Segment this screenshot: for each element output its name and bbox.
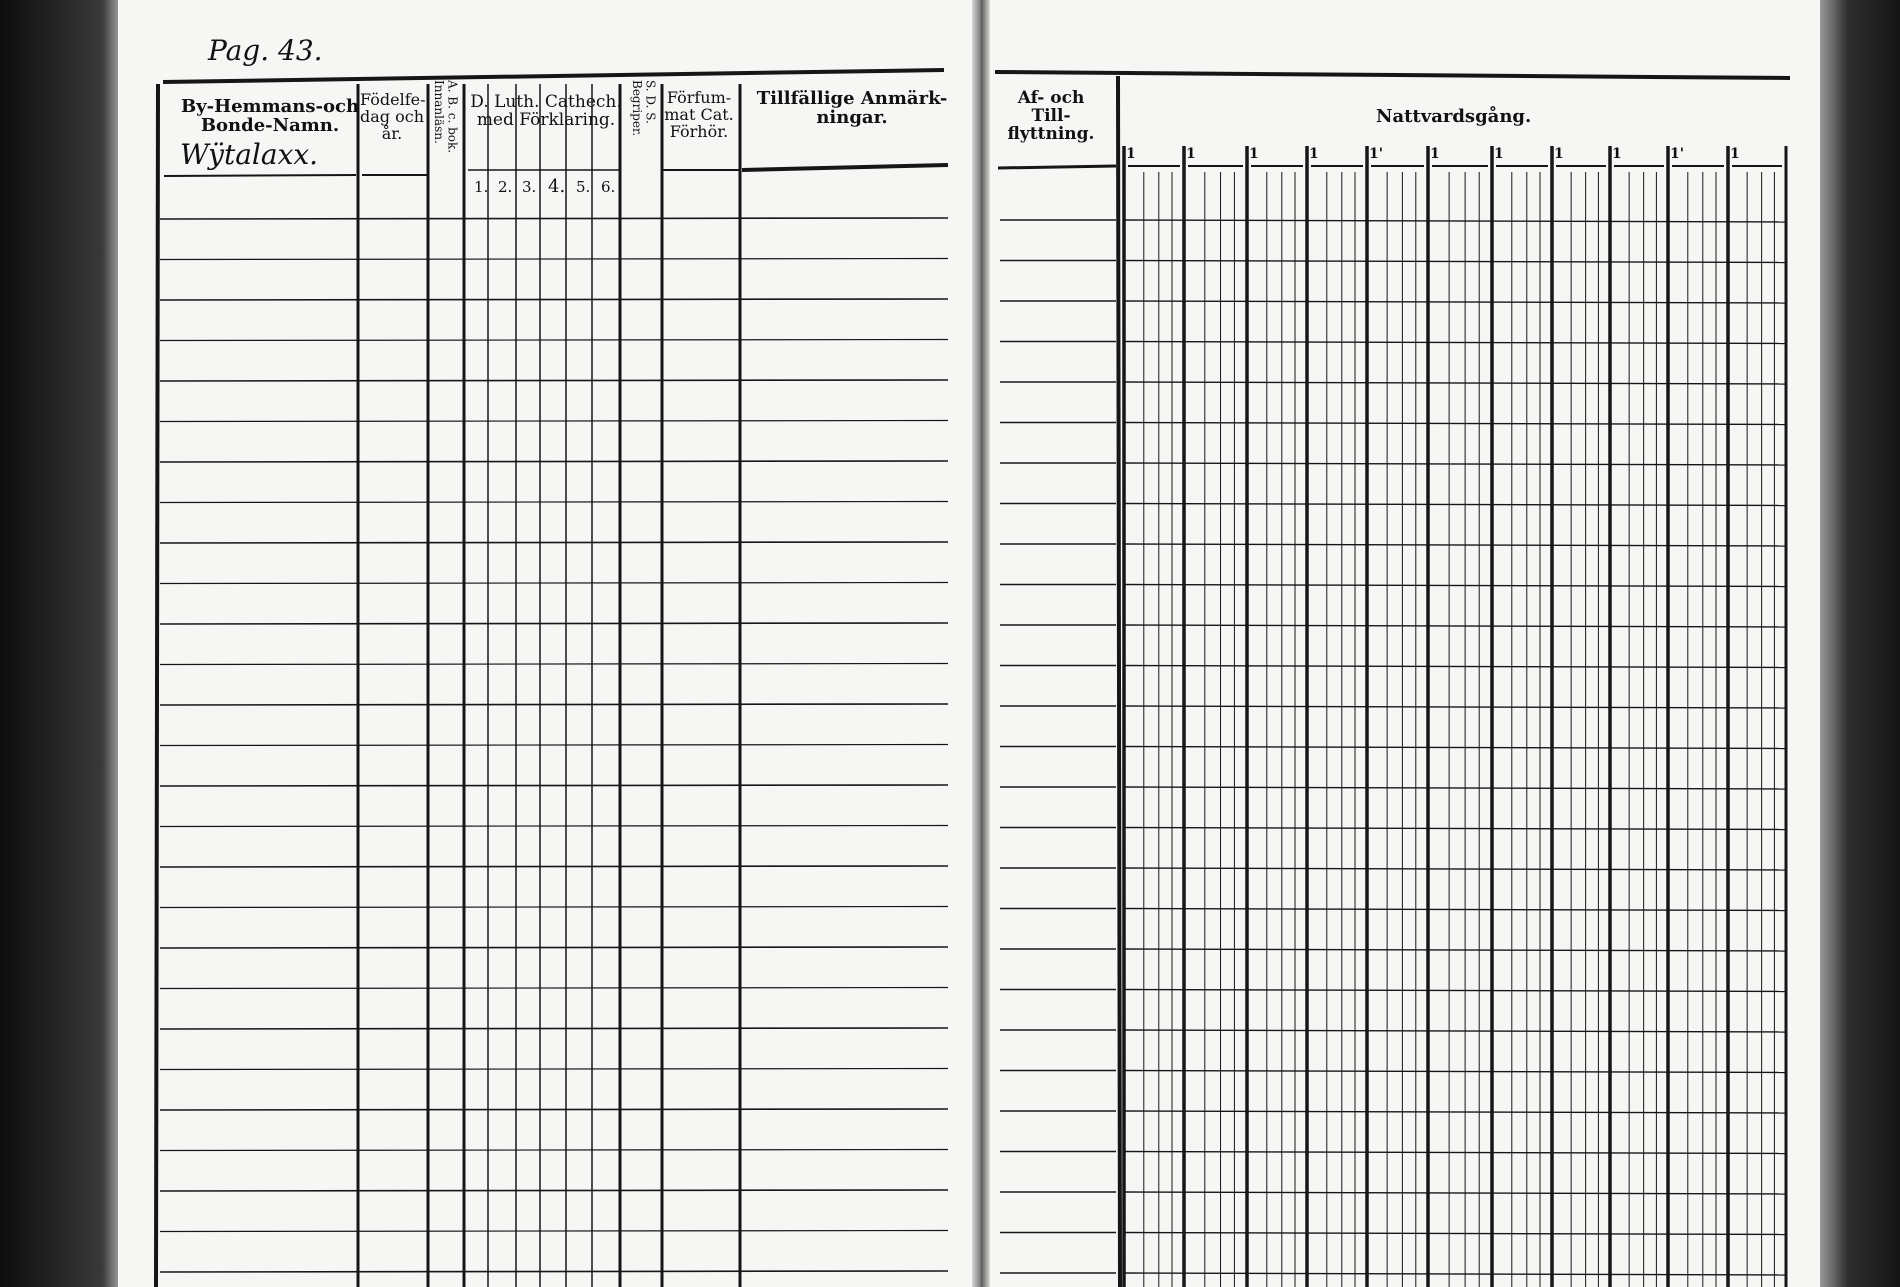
left-row-rule bbox=[160, 259, 948, 260]
right-row-rule bbox=[1124, 261, 1786, 263]
right-row-rule bbox=[1124, 1030, 1786, 1032]
left-column-rule bbox=[156, 84, 158, 1287]
right-row-rule bbox=[1124, 1192, 1786, 1194]
right-row-rule bbox=[1124, 382, 1786, 384]
left-row-rule bbox=[160, 1271, 948, 1272]
left-top-rule bbox=[163, 70, 944, 82]
year-mark: 1 bbox=[1186, 146, 1196, 162]
right-row-rule bbox=[1124, 828, 1786, 830]
header-moving: Af- och Till- flyttning. bbox=[1007, 88, 1095, 144]
luther-col-1: 1. bbox=[474, 178, 489, 196]
right-row-rule bbox=[1124, 787, 1786, 789]
left-header-rule bbox=[742, 165, 948, 170]
header-sds: S. D. S. Begriper. bbox=[630, 80, 658, 137]
left-row-rule bbox=[160, 1109, 948, 1110]
right-row-rule bbox=[1124, 625, 1786, 627]
left-row-rule bbox=[160, 623, 948, 624]
right-top-rule bbox=[995, 72, 1790, 78]
right-row-rule bbox=[1124, 747, 1786, 749]
left-row-rule bbox=[160, 218, 948, 219]
right-row-rule bbox=[1124, 585, 1786, 587]
right-row-rule bbox=[1124, 909, 1786, 911]
year-mark: 1 bbox=[1309, 146, 1319, 162]
right-row-rule bbox=[1124, 1111, 1786, 1113]
luther-col-5: 5. bbox=[576, 178, 591, 196]
right-row-rule bbox=[1124, 301, 1786, 303]
right-row-rule bbox=[1124, 1152, 1786, 1154]
right-row-rule bbox=[1124, 868, 1786, 870]
left-row-rule bbox=[160, 461, 948, 462]
year-mark: 1 bbox=[1430, 146, 1440, 162]
header-communion: Nattvardsgång. bbox=[1376, 106, 1532, 127]
left-row-rule bbox=[160, 1028, 948, 1029]
header-luther: D. Luth. Cathech. med Förklaring. bbox=[470, 92, 622, 130]
header-abc: A. B. c. bok. Innanläsn. bbox=[432, 80, 460, 154]
year-mark: 1' bbox=[1369, 146, 1384, 162]
right-row-rule bbox=[1124, 1233, 1786, 1235]
right-row-rule bbox=[1124, 949, 1786, 951]
luther-col-2: 2. bbox=[498, 178, 513, 196]
header-birth: Födelfe-dag och år. bbox=[360, 90, 426, 143]
right-row-rule bbox=[1124, 990, 1786, 992]
right-row-rule bbox=[1124, 463, 1786, 465]
right-header-rule bbox=[998, 166, 1116, 168]
right-main-column-rule bbox=[1118, 76, 1120, 1287]
header-forfummat: Förfum- mat Cat. Förhör. bbox=[664, 88, 734, 141]
year-mark: 1 bbox=[1554, 146, 1564, 162]
left-row-rule bbox=[160, 299, 948, 300]
year-mark: 1' bbox=[1670, 146, 1685, 162]
right-row-rule bbox=[1124, 220, 1786, 222]
left-row-rule bbox=[160, 421, 948, 422]
luther-col-6: 6. bbox=[601, 178, 616, 196]
year-mark: 1 bbox=[1126, 146, 1136, 162]
right-row-rule bbox=[1124, 544, 1786, 546]
left-row-rule bbox=[160, 988, 948, 989]
left-row-rule bbox=[160, 826, 948, 827]
left-row-rule bbox=[160, 340, 948, 341]
year-mark: 1 bbox=[1494, 146, 1504, 162]
right-row-rule bbox=[1124, 504, 1786, 506]
left-row-rule bbox=[160, 907, 948, 908]
left-header-rule bbox=[164, 175, 356, 176]
left-row-rule bbox=[160, 502, 948, 503]
header-remarks: Tillfällige Anmärk- ningar. bbox=[756, 88, 948, 128]
left-row-rule bbox=[160, 947, 948, 948]
year-mark: 1 bbox=[1730, 146, 1740, 162]
left-row-rule bbox=[160, 542, 948, 543]
right-row-rule bbox=[1124, 423, 1786, 425]
luther-col-4: 4. bbox=[548, 176, 566, 197]
right-row-rule bbox=[1124, 1273, 1786, 1275]
year-mark: 1 bbox=[1249, 146, 1259, 162]
left-row-rule bbox=[160, 380, 948, 381]
left-row-rule bbox=[160, 664, 948, 665]
right-row-rule bbox=[1124, 666, 1786, 668]
left-row-rule bbox=[160, 1150, 948, 1151]
right-row-rule bbox=[1124, 706, 1786, 708]
header-name: By-Hemmans-och Bonde-Namn. bbox=[180, 96, 360, 136]
village-name: Wÿtalaxx. bbox=[180, 138, 319, 171]
year-mark: 1 bbox=[1612, 146, 1622, 162]
left-row-rule bbox=[160, 583, 948, 584]
left-row-rule bbox=[160, 1190, 948, 1191]
left-row-rule bbox=[160, 785, 948, 786]
left-row-rule bbox=[160, 704, 948, 705]
left-row-rule bbox=[160, 1069, 948, 1070]
page-label: Pag. 43. bbox=[208, 34, 323, 67]
right-row-rule bbox=[1124, 1071, 1786, 1073]
right-row-rule bbox=[1124, 342, 1786, 344]
left-row-rule bbox=[160, 745, 948, 746]
luther-col-3: 3. bbox=[522, 178, 537, 196]
left-row-rule bbox=[160, 1231, 948, 1232]
left-row-rule bbox=[160, 866, 948, 867]
